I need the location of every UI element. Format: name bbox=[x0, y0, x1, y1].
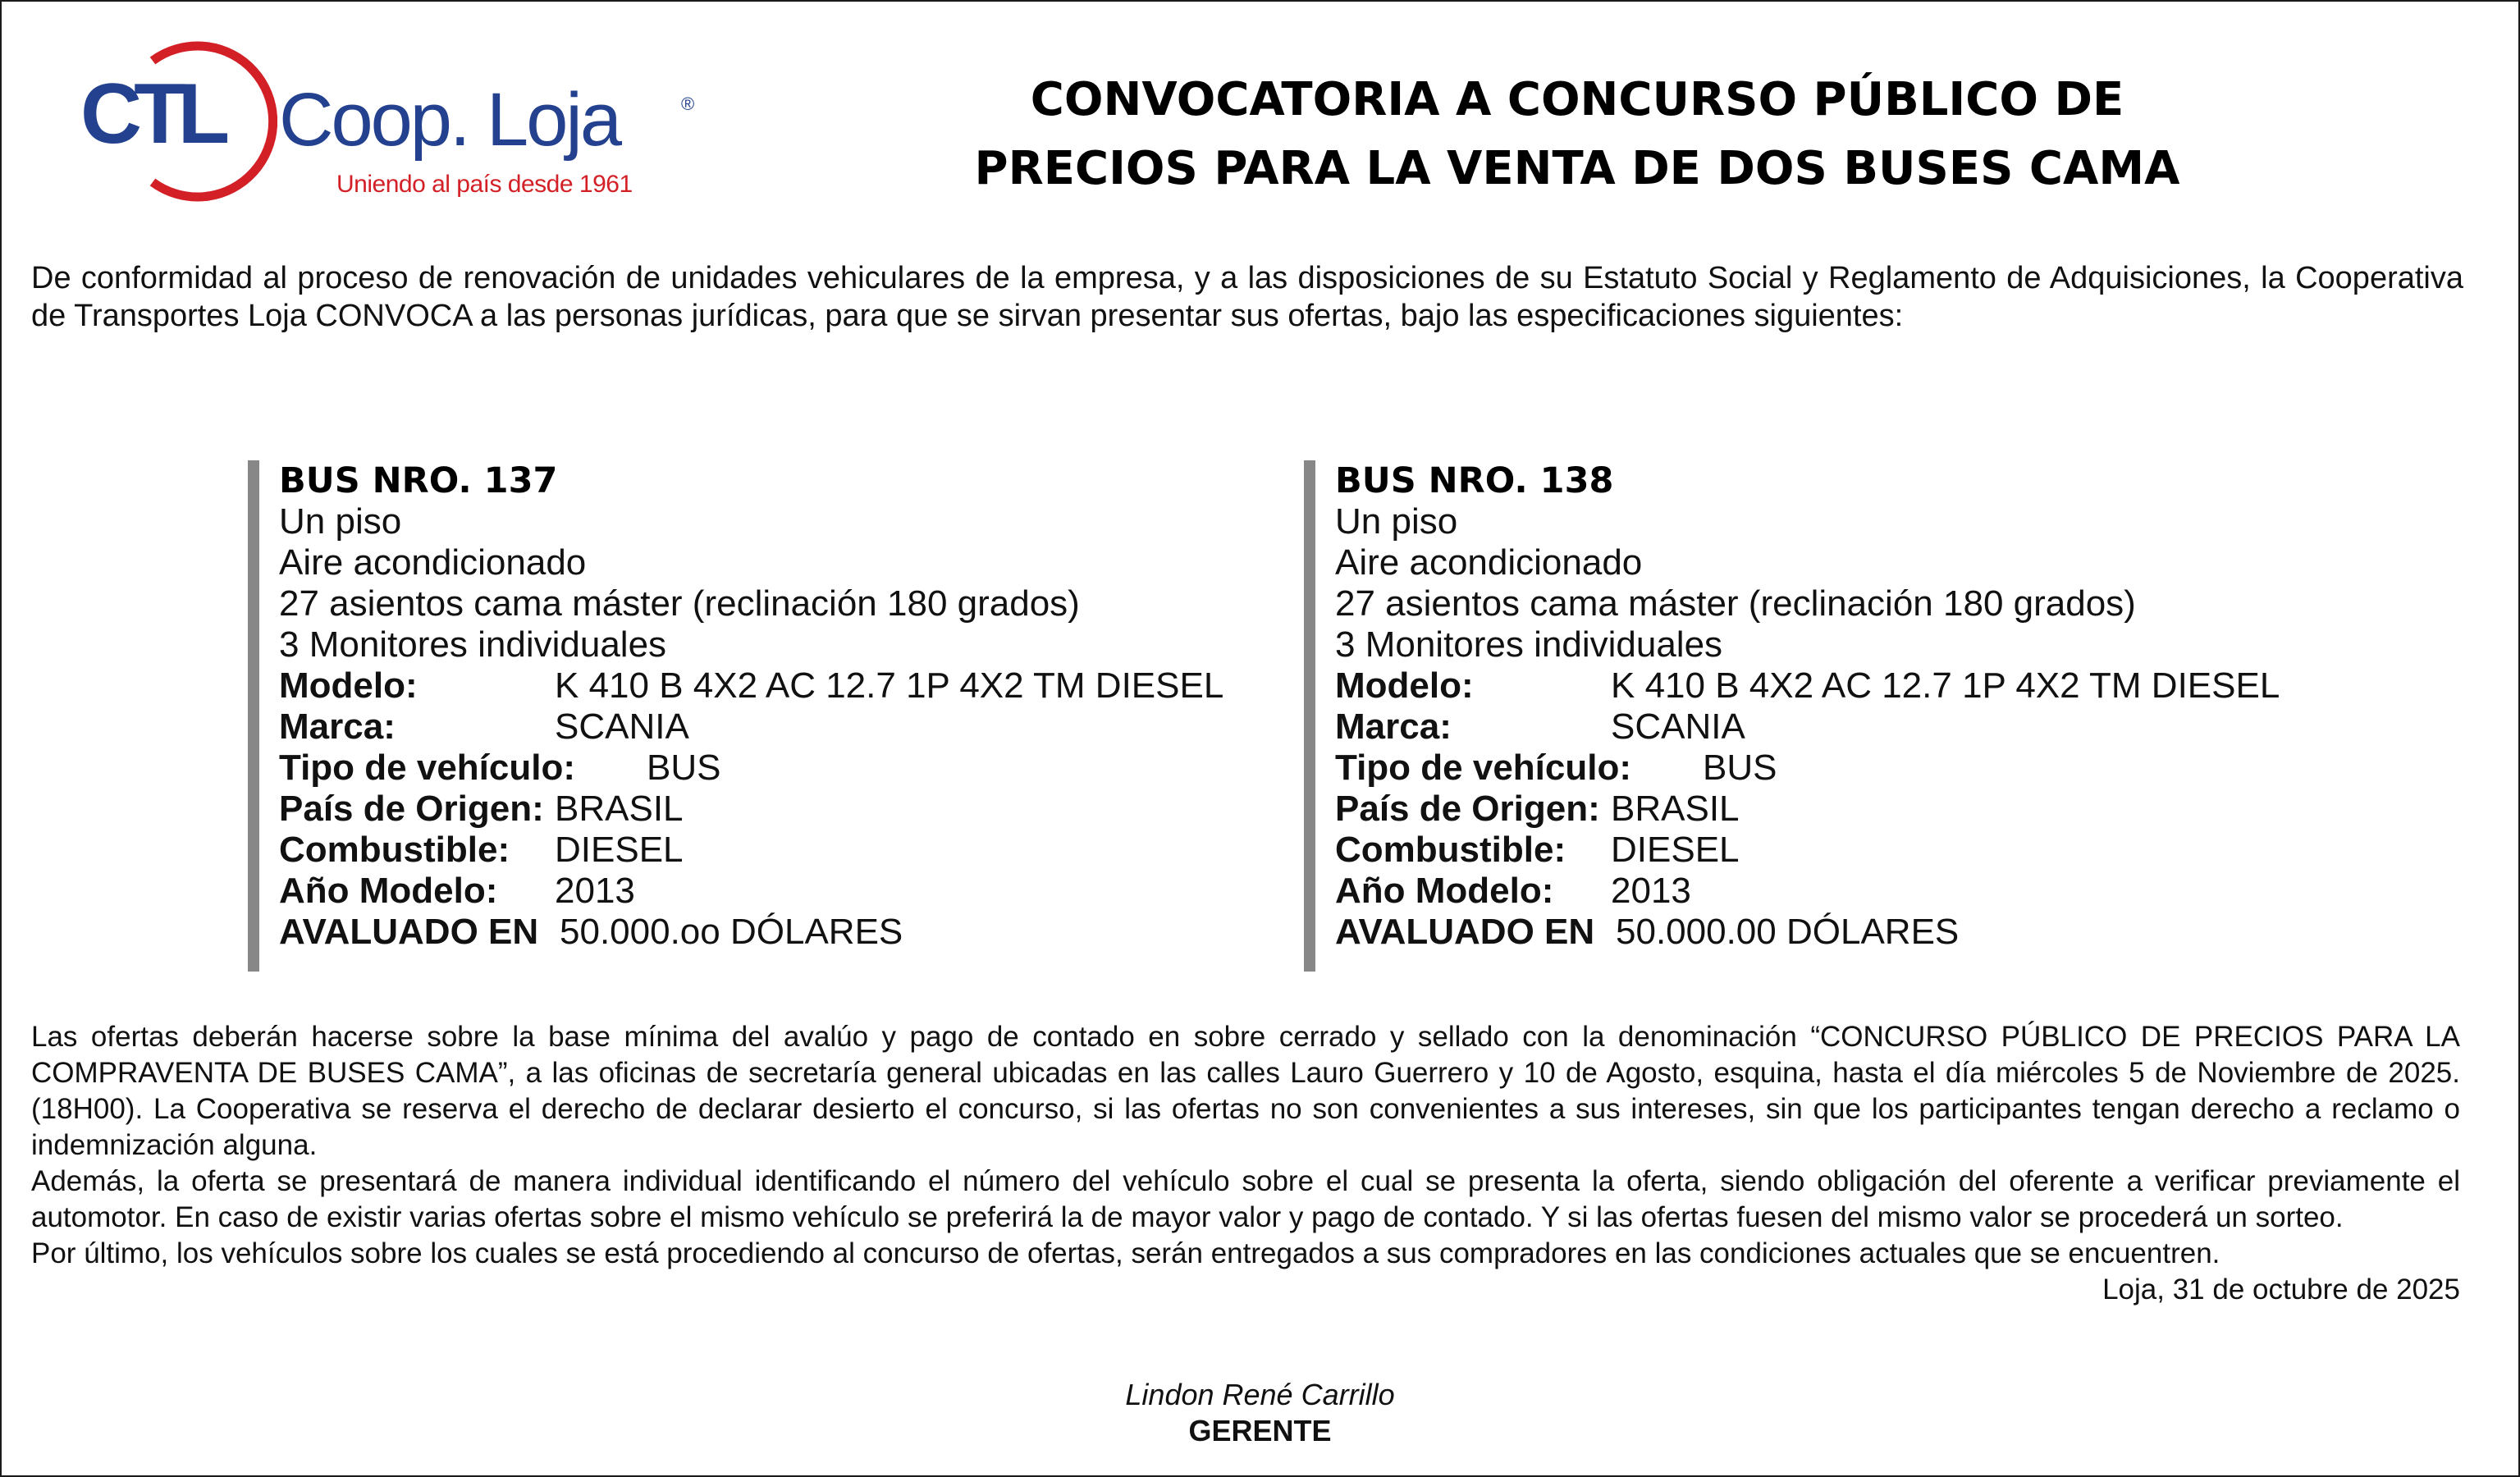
bus-feature: Aire acondicionado bbox=[1335, 542, 1643, 583]
spec-value: SCANIA bbox=[1611, 706, 1745, 747]
spec-row-pais bbox=[1335, 789, 2313, 830]
spec-value: 2013 bbox=[555, 871, 635, 911]
spec-label: Año Modelo: bbox=[1335, 871, 1554, 911]
spec-row-tipo bbox=[279, 748, 1257, 789]
spec-row-marca bbox=[279, 706, 1257, 748]
spec-value: BUS bbox=[647, 748, 721, 788]
ctl-coop-loja-logo bbox=[80, 38, 720, 210]
title-line-1: CONVOCATORIA A CONCURSO PÚBLICO DE bbox=[1030, 73, 2124, 126]
bus-feature: 3 Monitores individuales bbox=[279, 624, 667, 665]
signatory-role: GERENTE bbox=[1188, 1414, 1332, 1447]
bus-feature: 27 asientos cama máster (reclinación 180 grados) bbox=[279, 583, 1080, 624]
spec-label: AVALUADO EN bbox=[279, 912, 539, 952]
spec-row-modelo bbox=[1335, 665, 2313, 706]
place-and-date: Loja, 31 de octubre de 2025 bbox=[2102, 1274, 2460, 1306]
spec-row-marca bbox=[1335, 706, 2313, 748]
spec-label: AVALUADO EN bbox=[1335, 912, 1595, 952]
spec-label: Marca: bbox=[1335, 706, 1452, 747]
intro-paragraph: De conformidad al proceso de renovación de unidades vehiculares de la empresa, y a las disposiciones de su Estatuto Social y Reglamento de Adquisiciones, la Cooperativa de Transportes Loja CONVOCA a las personas jurídicas, para que se sirvan presentar sus ofertas, bajo las especificaciones siguientes: bbox=[31, 261, 2463, 333]
spec-label: Tipo de vehículo: bbox=[279, 748, 576, 788]
spec-label: Combustible: bbox=[279, 830, 510, 870]
brand-tagline: Uniendo al país desde 1961 bbox=[336, 171, 633, 198]
bus-feature: 27 asientos cama máster (reclinación 180 grados) bbox=[1335, 583, 2136, 624]
ctl-logo-mark-icon bbox=[80, 38, 277, 202]
spec-label: Modelo: bbox=[279, 665, 418, 706]
spec-row-avaluo bbox=[1335, 912, 2313, 953]
spec-label: Modelo: bbox=[1335, 665, 1474, 706]
page-title bbox=[871, 66, 2283, 203]
brand-name: Coop. Loja bbox=[279, 78, 620, 162]
spec-row-combustible bbox=[279, 830, 1257, 871]
spec-value: BRASIL bbox=[1611, 789, 1740, 829]
spec-value: BUS bbox=[1703, 748, 1777, 788]
spec-value: 50.000.oo DÓLARES bbox=[560, 912, 903, 952]
bus-138-spec-block bbox=[1304, 460, 2313, 972]
registered-mark: ® bbox=[681, 94, 695, 114]
signatory-name: Lindon René Carrillo bbox=[1125, 1378, 1395, 1411]
conditions-paragraph-1: Las ofertas deberán hacerse sobre la base mínima del avalúo y pago de contado en sobre cerrado y sellado con la denominación “CONCURSO PÚBLICO DE PRECIOS PARA LA COMPRAVENTA DE BUSES CAMA”, a las oficinas de secretaría general ubicadas en las calles Lauro Guerrero y 10 de Agosto, esquina, hasta el día miércoles 5 de Noviembre de 2025. (18H00). La Cooperativa se reserva el derecho de declarar desierto el concurso, si las ofertas no son convenientes a sus intereses, sin que los participantes tengan derecho a reclamo o indemnización alguna. bbox=[31, 1021, 2460, 1161]
spec-value: K 410 B 4X2 AC 12.7 1P 4X2 TM DIESEL bbox=[1611, 665, 2280, 706]
bus-title: BUS NRO. 137 bbox=[279, 460, 558, 501]
title-line-2: PRECIOS PARA LA VENTA DE DOS BUSES CAMA bbox=[974, 142, 2180, 195]
spec-row-pais bbox=[279, 789, 1257, 830]
spec-row-avaluo bbox=[279, 912, 1257, 953]
spec-row-tipo bbox=[1335, 748, 2313, 789]
spec-row-combustible bbox=[1335, 830, 2313, 871]
spec-label: País de Origen: bbox=[279, 789, 544, 829]
spec-label: País de Origen: bbox=[1335, 789, 1600, 829]
spec-value: SCANIA bbox=[555, 706, 689, 747]
spec-value: DIESEL bbox=[555, 830, 684, 870]
spec-label: Año Modelo: bbox=[279, 871, 498, 911]
spec-row-modelo bbox=[279, 665, 1257, 706]
spec-label: Tipo de vehículo: bbox=[1335, 748, 1632, 788]
bus-feature: 3 Monitores individuales bbox=[1335, 624, 1723, 665]
spec-value: 50.000.00 DÓLARES bbox=[1616, 912, 1960, 952]
bus-feature: Un piso bbox=[1335, 501, 1458, 542]
spec-value: BRASIL bbox=[555, 789, 684, 829]
signature-block bbox=[2, 1377, 2518, 1449]
bus-title: BUS NRO. 138 bbox=[1335, 460, 1614, 501]
conditions-paragraph-2: Además, la oferta se presentará de manera individual identificando el número del vehículo sobre el cual se presenta la oferta, siendo obligación del oferente a verificar previamente el automotor. En caso de existir varias ofertas sobre el mismo vehículo se preferirá la de mayor valor y pago de contado. Y si las ofertas fuesen del mismo valor se procederá un sorteo. bbox=[31, 1165, 2460, 1233]
spec-label: Marca: bbox=[279, 706, 396, 747]
spec-label: Combustible: bbox=[1335, 830, 1566, 870]
bus-feature: Aire acondicionado bbox=[279, 542, 587, 583]
spec-value: 2013 bbox=[1611, 871, 1691, 911]
bus-feature: Un piso bbox=[279, 501, 402, 542]
bus-137-spec-block bbox=[248, 460, 1257, 972]
logo-mark-text: CTL bbox=[80, 66, 222, 162]
conditions-paragraph-3: Por último, los vehículos sobre los cuales se está procediendo al concurso de ofertas, serán entregados a sus compradores en las condiciones actuales que se encuentren. bbox=[31, 1237, 2220, 1269]
spec-row-anio bbox=[279, 871, 1257, 912]
spec-value: DIESEL bbox=[1611, 830, 1740, 870]
spec-value: K 410 B 4X2 AC 12.7 1P 4X2 TM DIESEL bbox=[555, 665, 1224, 706]
spec-row-anio bbox=[1335, 871, 2313, 912]
conditions-text bbox=[31, 1019, 2460, 1308]
